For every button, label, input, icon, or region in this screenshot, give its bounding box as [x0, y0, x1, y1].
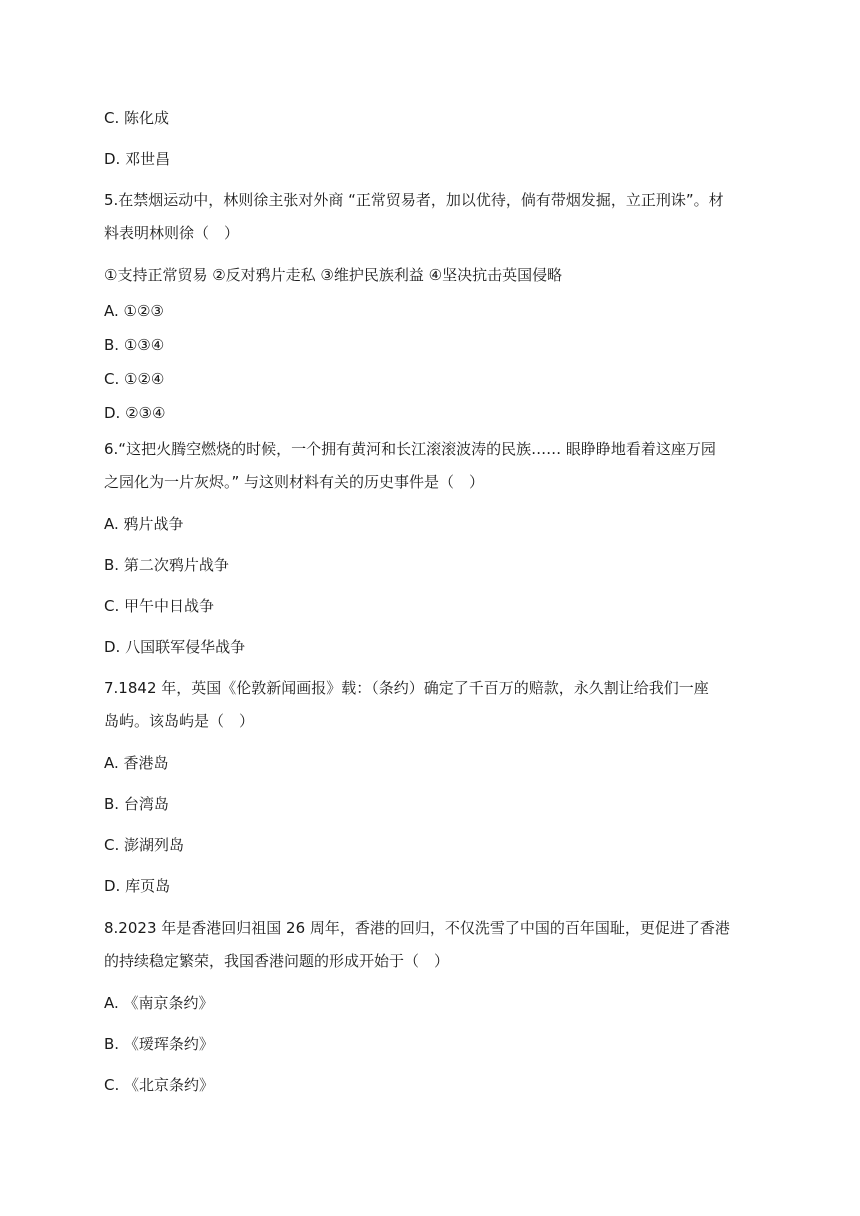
q6-option-b: B. 第二次鸦片战争	[104, 556, 229, 574]
q8-stem-line-1: 8.2023 年是香港回归祖国 26 周年，香港的回归，不仅洗雪了中国的百年国耻，更促进了香港	[104, 919, 730, 937]
q6-stem-line-1: 6.“这把火腾空燃烧的时候，一个拥有黄河和长江滚滚波涛的民族…… 眼睁睁地看着这座万园	[104, 440, 716, 458]
q7-option-b: B. 台湾岛	[104, 795, 169, 813]
q6-option-a: A. 鸦片战争	[104, 515, 184, 533]
q5-statements: ①支持正常贸易 ②反对鸦片走私 ③维护民族利益 ④坚决抗击英国侵略	[104, 266, 563, 284]
q5-option-b: B. ①③④	[104, 336, 165, 354]
q5-stem-line-2: 料表明林则徐（ ）	[104, 224, 240, 242]
q5-option-a: A. ①②③	[104, 302, 164, 320]
q4-option-c: C. 陈化成	[104, 109, 170, 127]
q4-option-d: D. 邓世昌	[104, 150, 171, 168]
q6-option-c: C. 甲午中日战争	[104, 597, 215, 615]
q8-option-c: C. 《北京条约》	[104, 1076, 215, 1094]
q7-option-d: D. 库页岛	[104, 877, 171, 895]
q8-stem-line-2: 的持续稳定繁荣，我国香港问题的形成开始于（ ）	[104, 952, 450, 970]
q6-option-d: D. 八国联军侵华战争	[104, 638, 246, 656]
q8-option-b: B. 《瑷珲条约》	[104, 1035, 214, 1053]
q7-option-a: A. 香港岛	[104, 754, 169, 772]
q5-option-c: C. ①②④	[104, 370, 165, 388]
q7-option-c: C. 澎湖列岛	[104, 836, 185, 854]
q6-stem-line-2: 之园化为一片灰烬。” 与这则材料有关的历史事件是（ ）	[104, 473, 485, 491]
q5-option-d: D. ②③④	[104, 404, 166, 422]
q7-stem-line-1: 7.1842 年，英国《伦敦新闻画报》载：（条约）确定了千百万的赔款，永久割让给我们一座	[104, 679, 709, 697]
q7-stem-line-2: 岛屿。该岛屿是（ ）	[104, 712, 255, 730]
q8-option-a: A. 《南京条约》	[104, 994, 214, 1012]
q5-stem-line-1: 5.在禁烟运动中，林则徐主张对外商 “正常贸易者，加以优待，倘有带烟发掘，立正刑诛”。材	[104, 191, 724, 209]
